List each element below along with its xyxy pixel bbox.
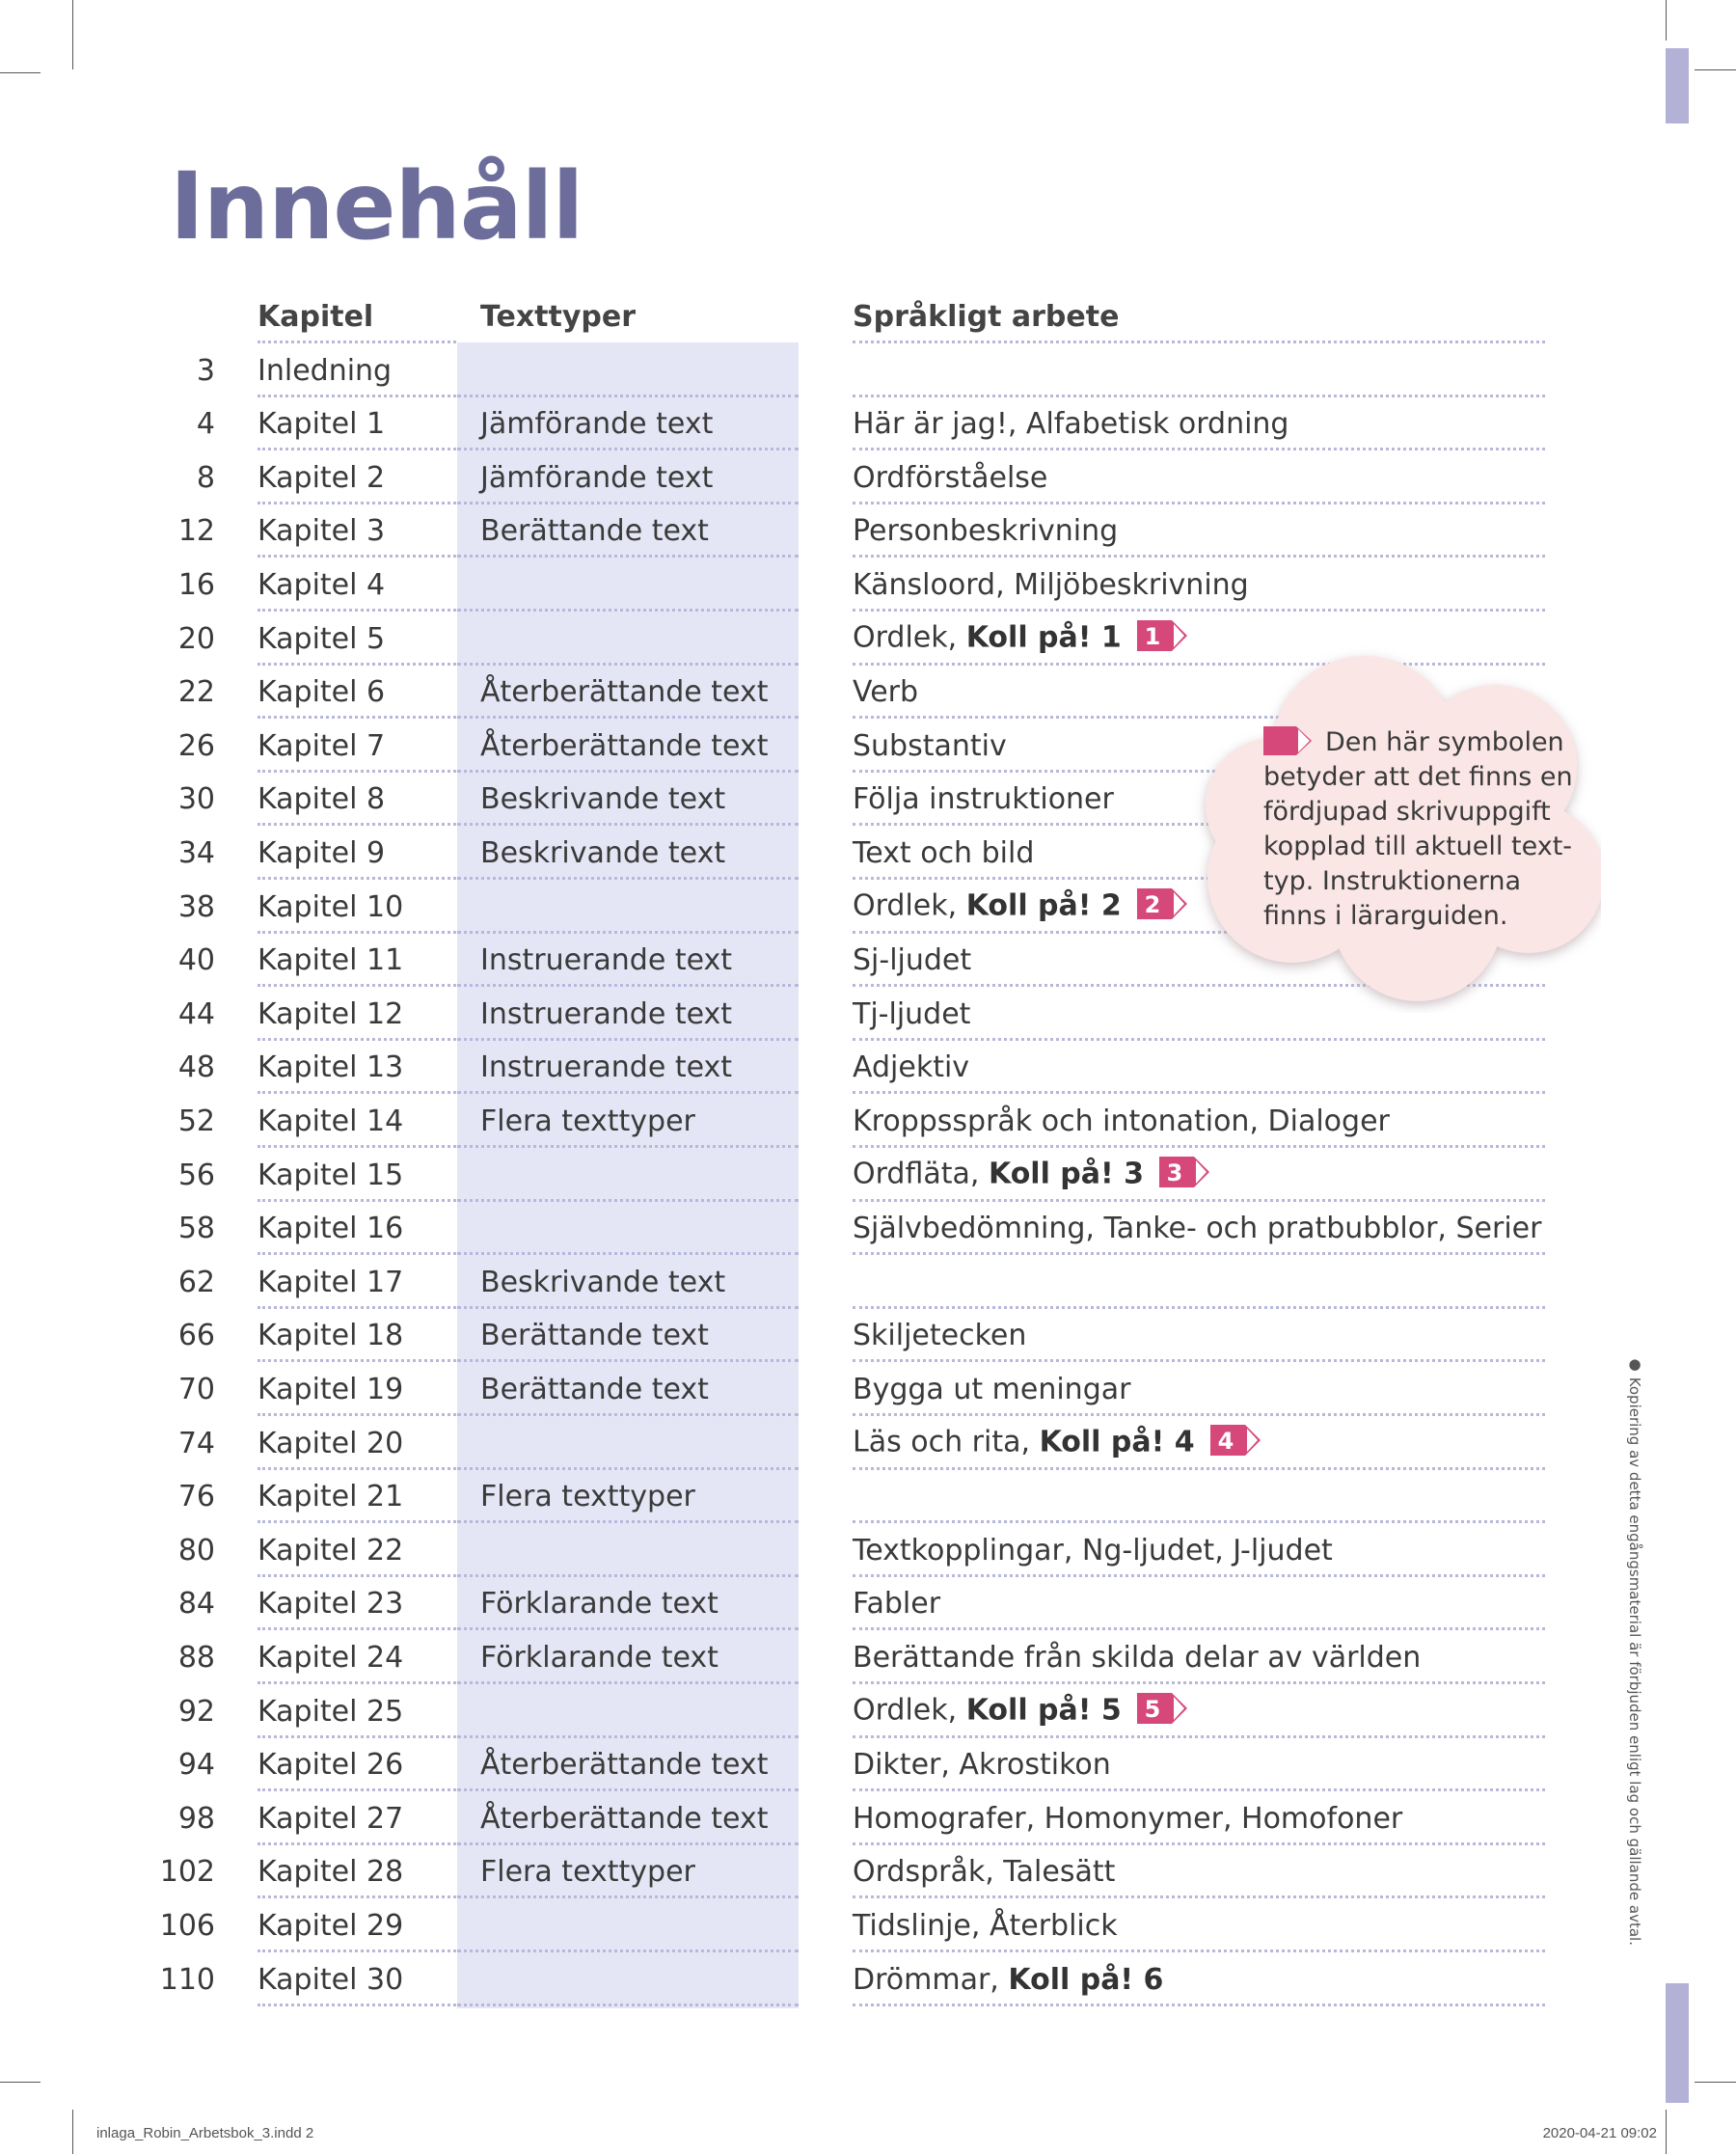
table-row — [0, 397, 1736, 451]
row-work-text: Ordlek, — [853, 888, 966, 923]
row-koll-pa: Koll på! 2 — [965, 888, 1122, 923]
row-texttyp: Flera texttyper — [480, 1855, 695, 1890]
table-row — [0, 1952, 1736, 2006]
row-page-number: 66 — [177, 1319, 215, 1353]
row-work-text: Läs och rita, — [853, 1425, 1040, 1459]
row-page-number: 94 — [177, 1748, 215, 1783]
row-work-text: Berättande från skilda delar av världen — [853, 1640, 1422, 1675]
row-work-text: Adjektiv — [853, 1050, 970, 1085]
table-row — [0, 1684, 1736, 1738]
row-chapter: Kapitel 18 — [258, 1319, 404, 1353]
row-texttyp: Förklarande text — [480, 1640, 719, 1675]
row-page-number: 16 — [177, 567, 215, 602]
table-row — [0, 1094, 1736, 1148]
task-badge-icon — [1210, 1425, 1262, 1456]
row-chapter: Kapitel 23 — [258, 1587, 404, 1622]
table-row — [0, 504, 1736, 559]
row-texttyp: Instruerande text — [480, 996, 733, 1031]
row-page-number: 12 — [177, 514, 215, 549]
row-chapter: Kapitel 25 — [258, 1694, 404, 1729]
crop-mark — [0, 72, 41, 73]
row-page-number: 80 — [177, 1533, 215, 1568]
table-row — [0, 1202, 1736, 1256]
row-texttyp: Beskrivande text — [480, 835, 726, 870]
row-texttyp: Återberättande text — [480, 1748, 769, 1783]
cloud-text — [1263, 725, 1582, 934]
row-texttyp: Flera texttyper — [480, 1104, 695, 1138]
row-chapter: Kapitel 9 — [258, 835, 386, 870]
row-chapter: Kapitel 6 — [258, 675, 386, 710]
row-texttyp: Berättande text — [480, 1372, 709, 1406]
row-page-number: 74 — [177, 1426, 215, 1460]
row-texttyp: Flera texttyper — [480, 1480, 695, 1514]
row-koll-pa: Koll på! 3 — [988, 1157, 1145, 1191]
row-chapter: Kapitel 21 — [258, 1480, 404, 1514]
table-row — [0, 1416, 1736, 1470]
row-chapter: Kapitel 4 — [258, 567, 386, 602]
row-page-number: 88 — [177, 1640, 215, 1675]
row-work-text: Här är jag!, Alfabetisk ordning — [853, 407, 1289, 442]
row-page-number: 22 — [177, 675, 215, 710]
row-texttyp: Återberättande text — [480, 675, 769, 710]
row-texttyp: Beskrivande text — [480, 782, 726, 817]
row-work-text: Ordspråk, Talesätt — [853, 1855, 1116, 1890]
row-texttyp: Återberättande text — [480, 728, 769, 763]
row-work-text: Drömmar, — [853, 1962, 1009, 1997]
row-chapter: Kapitel 14 — [258, 1104, 404, 1138]
table-row — [0, 343, 1736, 397]
row-sprakligt-arbete — [853, 1050, 970, 1085]
table-row — [0, 1791, 1736, 1845]
row-chapter: Kapitel 8 — [258, 782, 386, 817]
page-title: Innehåll — [170, 152, 583, 260]
crop-mark — [1695, 2082, 1736, 2083]
table-row — [0, 558, 1736, 612]
row-page-number: 26 — [177, 728, 215, 763]
row-sprakligt-arbete — [853, 1104, 1390, 1138]
row-sprakligt-arbete — [853, 1801, 1403, 1836]
row-texttyp: Återberättande text — [480, 1801, 769, 1836]
row-page-number: 84 — [177, 1587, 215, 1622]
table-row — [0, 1309, 1736, 1363]
row-page-number: 44 — [177, 996, 215, 1031]
row-sprakligt-arbete — [853, 1212, 1542, 1246]
row-page-number: 98 — [177, 1801, 215, 1836]
task-badge-icon — [1137, 620, 1189, 651]
row-chapter: Kapitel 10 — [258, 889, 404, 924]
row-koll-pa: Koll på! 1 — [965, 620, 1122, 655]
row-sprakligt-arbete — [853, 782, 1114, 817]
task-badge-icon — [1159, 1157, 1211, 1187]
row-chapter: Kapitel 12 — [258, 996, 404, 1031]
row-sprakligt-arbete — [853, 1319, 1027, 1353]
copyright-note — [1626, 1355, 1643, 1946]
row-sprakligt-arbete — [853, 1425, 1262, 1459]
row-sprakligt-arbete — [853, 1855, 1116, 1890]
table-row — [0, 1470, 1736, 1524]
row-texttyp: Berättande text — [480, 1319, 709, 1353]
row-chapter: Kapitel 26 — [258, 1748, 404, 1783]
row-chapter: Kapitel 17 — [258, 1265, 404, 1299]
row-chapter: Kapitel 24 — [258, 1640, 404, 1675]
row-work-text: Ordförståelse — [853, 460, 1048, 495]
row-chapter: Kapitel 29 — [258, 1908, 404, 1943]
side-tab-top — [1666, 48, 1689, 123]
row-page-number: 20 — [177, 621, 215, 656]
row-chapter: Kapitel 3 — [258, 514, 386, 549]
row-work-text: Homografer, Homonymer, Homofoner — [853, 1801, 1403, 1836]
row-work-text: Kroppsspråk och intonation, Dialoger — [853, 1104, 1390, 1138]
row-page-number: 56 — [177, 1158, 215, 1192]
row-sprakligt-arbete — [853, 1587, 941, 1622]
row-sprakligt-arbete — [853, 620, 1189, 655]
row-koll-pa: Koll på! 6 — [1008, 1962, 1164, 1997]
task-badge-number: 3 — [1166, 1159, 1183, 1186]
row-sprakligt-arbete — [853, 1159, 1211, 1190]
copyright-icon: ● — [1626, 1355, 1643, 1373]
row-work-text: Tj-ljudet — [853, 996, 971, 1031]
crop-mark — [0, 2082, 41, 2083]
row-page-number: 76 — [177, 1480, 215, 1514]
cloud-description: Den här symbolen betyder att det finns en fördjupad skrivuppgift kopplad till aktuell text-typ. Instruktionerna finns i lärarguiden. — [1263, 727, 1573, 931]
task-badge-number: 5 — [1144, 1695, 1161, 1723]
row-work-text: Följa instruktioner — [853, 782, 1114, 817]
row-chapter: Kapitel 15 — [258, 1158, 404, 1192]
row-work-text: Bygga ut meningar — [853, 1372, 1131, 1406]
row-page-number: 4 — [196, 407, 215, 442]
row-work-text: Självbedömning, Tanke- och pratbubblor, Serier — [853, 1212, 1542, 1246]
row-chapter: Kapitel 13 — [258, 1050, 404, 1085]
row-chapter: Kapitel 7 — [258, 728, 386, 763]
row-page-number: 92 — [177, 1694, 215, 1729]
row-sprakligt-arbete — [853, 888, 1189, 923]
row-page-number: 102 — [159, 1855, 215, 1890]
row-work-text: Ordlek, — [853, 620, 966, 655]
table-row — [0, 1523, 1736, 1577]
crop-mark — [1666, 2110, 1667, 2154]
row-sprakligt-arbete — [853, 835, 1035, 870]
table-row — [0, 1630, 1736, 1684]
row-work-text: Textkopplingar, Ng-ljudet, J-ljudet — [853, 1533, 1333, 1568]
row-sprakligt-arbete — [853, 1962, 1164, 1997]
table-row — [0, 1577, 1736, 1631]
row-texttyp: Förklarande text — [480, 1587, 719, 1622]
row-texttyp: Instruerande text — [480, 1050, 733, 1085]
table-row — [0, 1362, 1736, 1416]
task-badge-number: 4 — [1217, 1427, 1234, 1455]
row-texttyp: Beskrivande text — [480, 1265, 726, 1299]
table-row — [0, 1898, 1736, 1952]
task-badge-number: 2 — [1144, 890, 1161, 918]
row-work-text: Tidslinje, Återblick — [853, 1908, 1118, 1943]
row-page-number: 40 — [177, 943, 215, 978]
row-texttyp: Jämförande text — [480, 407, 714, 442]
row-work-text: Sj-ljudet — [853, 943, 972, 978]
row-chapter: Inledning — [258, 353, 393, 388]
row-sprakligt-arbete — [853, 675, 919, 710]
row-page-number: 106 — [159, 1908, 215, 1943]
row-chapter: Kapitel 2 — [258, 460, 386, 495]
header-sprakligt: Språkligt arbete — [853, 299, 1120, 334]
row-koll-pa: Koll på! 4 — [1039, 1425, 1195, 1459]
row-sprakligt-arbete — [853, 728, 1007, 763]
row-page-number: 30 — [177, 782, 215, 817]
row-work-text: Ordlek, — [853, 1693, 966, 1728]
row-texttyp: Instruerande text — [480, 943, 733, 978]
row-page-number: 8 — [196, 460, 215, 495]
row-work-text: Dikter, Akrostikon — [853, 1748, 1111, 1783]
crop-mark — [1695, 69, 1736, 70]
row-sprakligt-arbete — [853, 996, 971, 1031]
row-work-text: Känsloord, Miljöbeskrivning — [853, 567, 1249, 602]
row-work-text: Fabler — [853, 1587, 941, 1622]
row-work-text: Skiljetecken — [853, 1319, 1027, 1353]
row-sprakligt-arbete — [853, 1372, 1131, 1406]
row-page-number: 110 — [159, 1962, 215, 1997]
row-page-number: 38 — [177, 889, 215, 924]
footer-file: inlaga_Robin_Arbetsbok_3.indd 2 — [96, 2125, 314, 2141]
row-texttyp: Berättande text — [480, 514, 709, 549]
row-chapter: Kapitel 30 — [258, 1962, 404, 1997]
row-chapter: Kapitel 27 — [258, 1801, 404, 1836]
row-sprakligt-arbete — [853, 460, 1048, 495]
row-work-text: Ordfläta, — [853, 1157, 989, 1191]
table-row — [0, 1738, 1736, 1792]
row-chapter: Kapitel 16 — [258, 1212, 404, 1246]
row-sprakligt-arbete — [853, 1693, 1189, 1728]
table-row — [0, 1845, 1736, 1899]
row-sprakligt-arbete — [853, 943, 972, 978]
row-sprakligt-arbete — [853, 1640, 1422, 1675]
row-sprakligt-arbete — [853, 567, 1249, 602]
row-work-text: Text och bild — [853, 835, 1035, 870]
row-page-number: 52 — [177, 1104, 215, 1138]
table-row — [0, 1255, 1736, 1309]
row-work-text: Personbeskrivning — [853, 514, 1119, 549]
row-page-number: 58 — [177, 1212, 215, 1246]
table-header — [0, 289, 1736, 343]
crop-mark — [72, 0, 73, 69]
row-work-text: Verb — [853, 675, 919, 710]
row-page-number: 3 — [196, 353, 215, 388]
row-koll-pa: Koll på! 5 — [965, 1693, 1122, 1728]
row-chapter: Kapitel 1 — [258, 407, 386, 442]
table-row — [0, 1041, 1736, 1095]
row-chapter: Kapitel 5 — [258, 621, 386, 656]
row-sprakligt-arbete — [853, 1748, 1111, 1783]
footer-date: 2020-04-21 09:02 — [1542, 2125, 1657, 2141]
task-badge-icon — [1137, 888, 1189, 919]
crop-mark — [72, 2110, 73, 2154]
task-symbol-icon — [1263, 726, 1314, 755]
copyright-text: Kopiering av detta engångsmaterial är förbjuden enligt lag och gällande avtal. — [1626, 1377, 1643, 1946]
row-sprakligt-arbete — [853, 1908, 1118, 1943]
task-badge-icon — [1137, 1693, 1189, 1724]
row-chapter: Kapitel 28 — [258, 1855, 404, 1890]
row-page-number: 48 — [177, 1050, 215, 1085]
header-texttyper: Texttyper — [480, 299, 637, 334]
row-sprakligt-arbete — [853, 407, 1289, 442]
row-page-number: 62 — [177, 1265, 215, 1299]
row-work-text: Substantiv — [853, 728, 1007, 763]
row-texttyp: Jämförande text — [480, 460, 714, 495]
task-badge-number: 1 — [1144, 622, 1161, 650]
header-kapitel: Kapitel — [258, 299, 374, 334]
row-page-number: 34 — [177, 835, 215, 870]
row-chapter: Kapitel 22 — [258, 1533, 404, 1568]
row-page-number: 70 — [177, 1372, 215, 1406]
row-sprakligt-arbete — [853, 1533, 1333, 1568]
crop-mark — [1666, 0, 1667, 41]
row-chapter: Kapitel 19 — [258, 1372, 404, 1406]
row-chapter: Kapitel 20 — [258, 1426, 404, 1460]
table-row — [0, 450, 1736, 504]
row-chapter: Kapitel 11 — [258, 943, 404, 978]
row-sprakligt-arbete — [853, 514, 1119, 549]
table-row — [0, 1148, 1736, 1202]
